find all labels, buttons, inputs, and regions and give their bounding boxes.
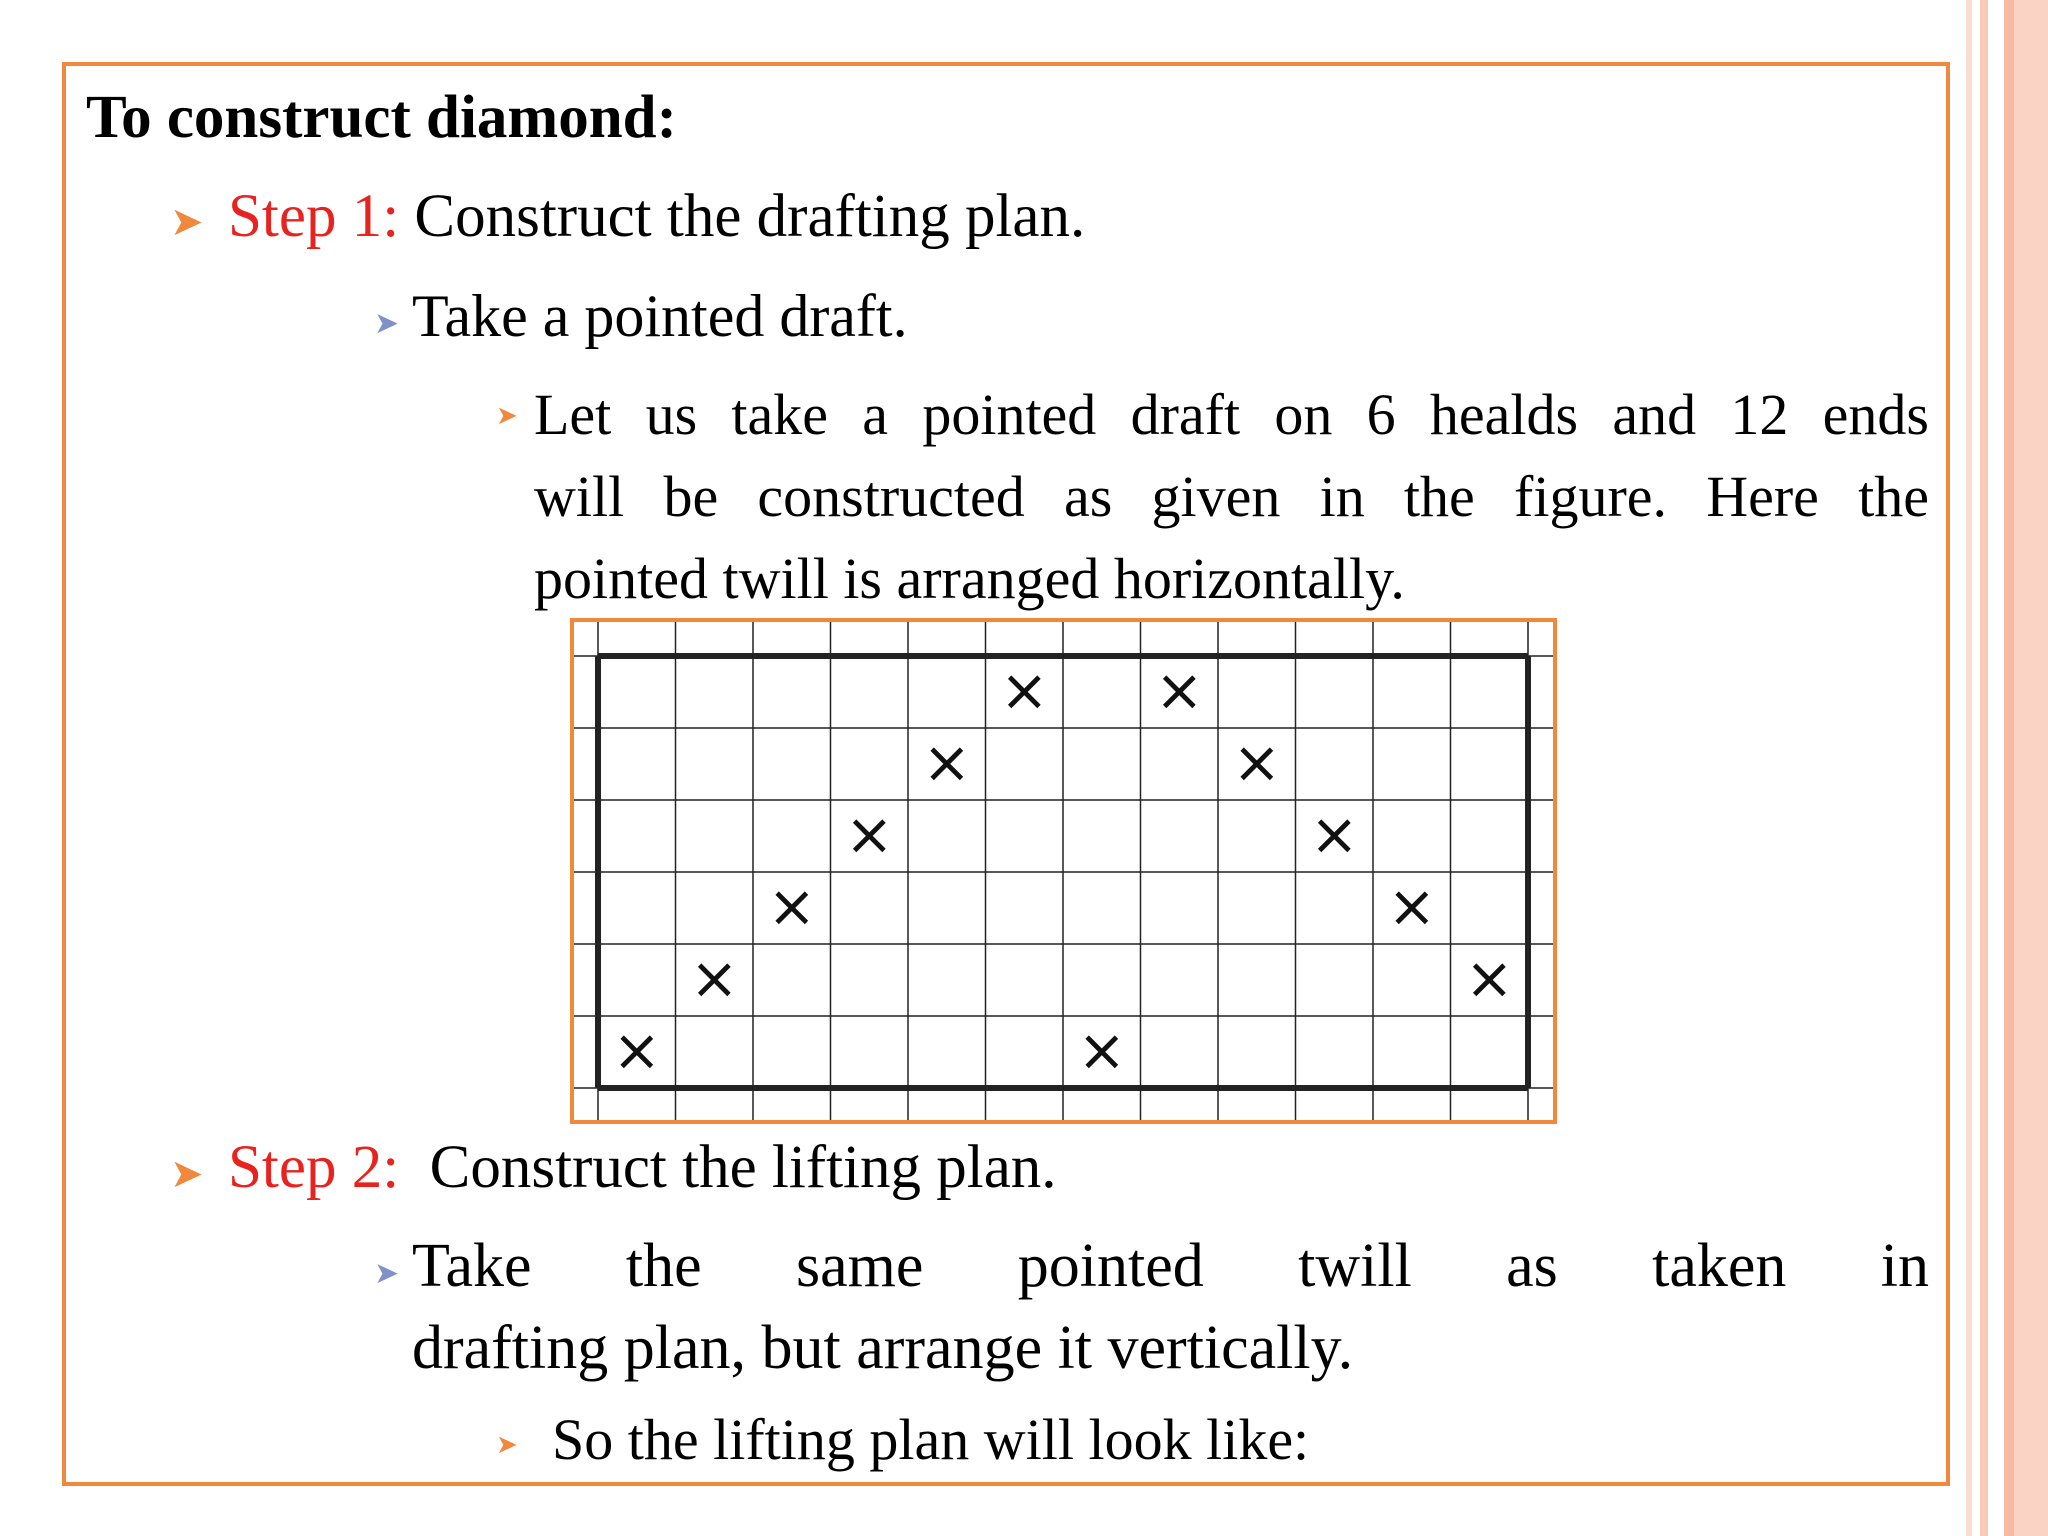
step2-sub-line-2: drafting plan, but arrange it vertically. [412,1314,1354,1382]
step2-text: Construct the lifting plan. [429,1134,1057,1201]
cross-mark: × [767,872,817,940]
cross-mark: × [689,944,739,1012]
cross-mark: × [612,1016,662,1084]
step2-label: Step 2: [228,1134,400,1201]
arrow-bullet-icon: ➤ [374,1257,400,1290]
step1-sub: Take a pointed draft. [412,283,908,349]
step1-text: Construct the drafting plan. [414,183,1086,250]
arrow-bullet-icon: ➤ [170,199,204,244]
step1-label: Step 1: [228,183,400,250]
drafting-plan-grid [574,622,1553,1120]
arrow-bullet-icon: ➤ [496,401,518,430]
cross-mark: × [1309,800,1359,868]
arrow-bullet-icon: ➤ [374,307,400,340]
arrow-bullet-icon: ➤ [170,1151,204,1196]
step1-line [228,181,1085,253]
step1-detail-line-3: pointed twill is arranged horizontally. [534,546,1405,611]
arrow-bullet-icon: ➤ [496,1430,518,1459]
cross-mark: × [1387,872,1437,940]
step2-line [228,1132,1057,1204]
cross-mark: × [844,800,894,868]
step2-sub-line-1: Take the same pointed twill as taken in [412,1232,1929,1300]
cross-mark: × [999,656,1049,724]
step1-detail-line-1: Let us take a pointed draft on 6 healds and 12 ends [534,382,1929,447]
cross-mark: × [1464,944,1514,1012]
decorative-stripes [1966,0,2048,1536]
cross-mark: × [1232,728,1282,796]
step1-detail-line-2: will be constructed as given in the figure. Here the [534,464,1929,529]
drafting-plan-figure [570,618,1557,1124]
cross-mark: × [1077,1016,1127,1084]
step2-detail: So the lifting plan will look like: [552,1407,1310,1472]
slide-heading: To construct diamond: [86,84,677,151]
cross-mark: × [922,728,972,796]
cross-mark: × [1154,656,1204,724]
